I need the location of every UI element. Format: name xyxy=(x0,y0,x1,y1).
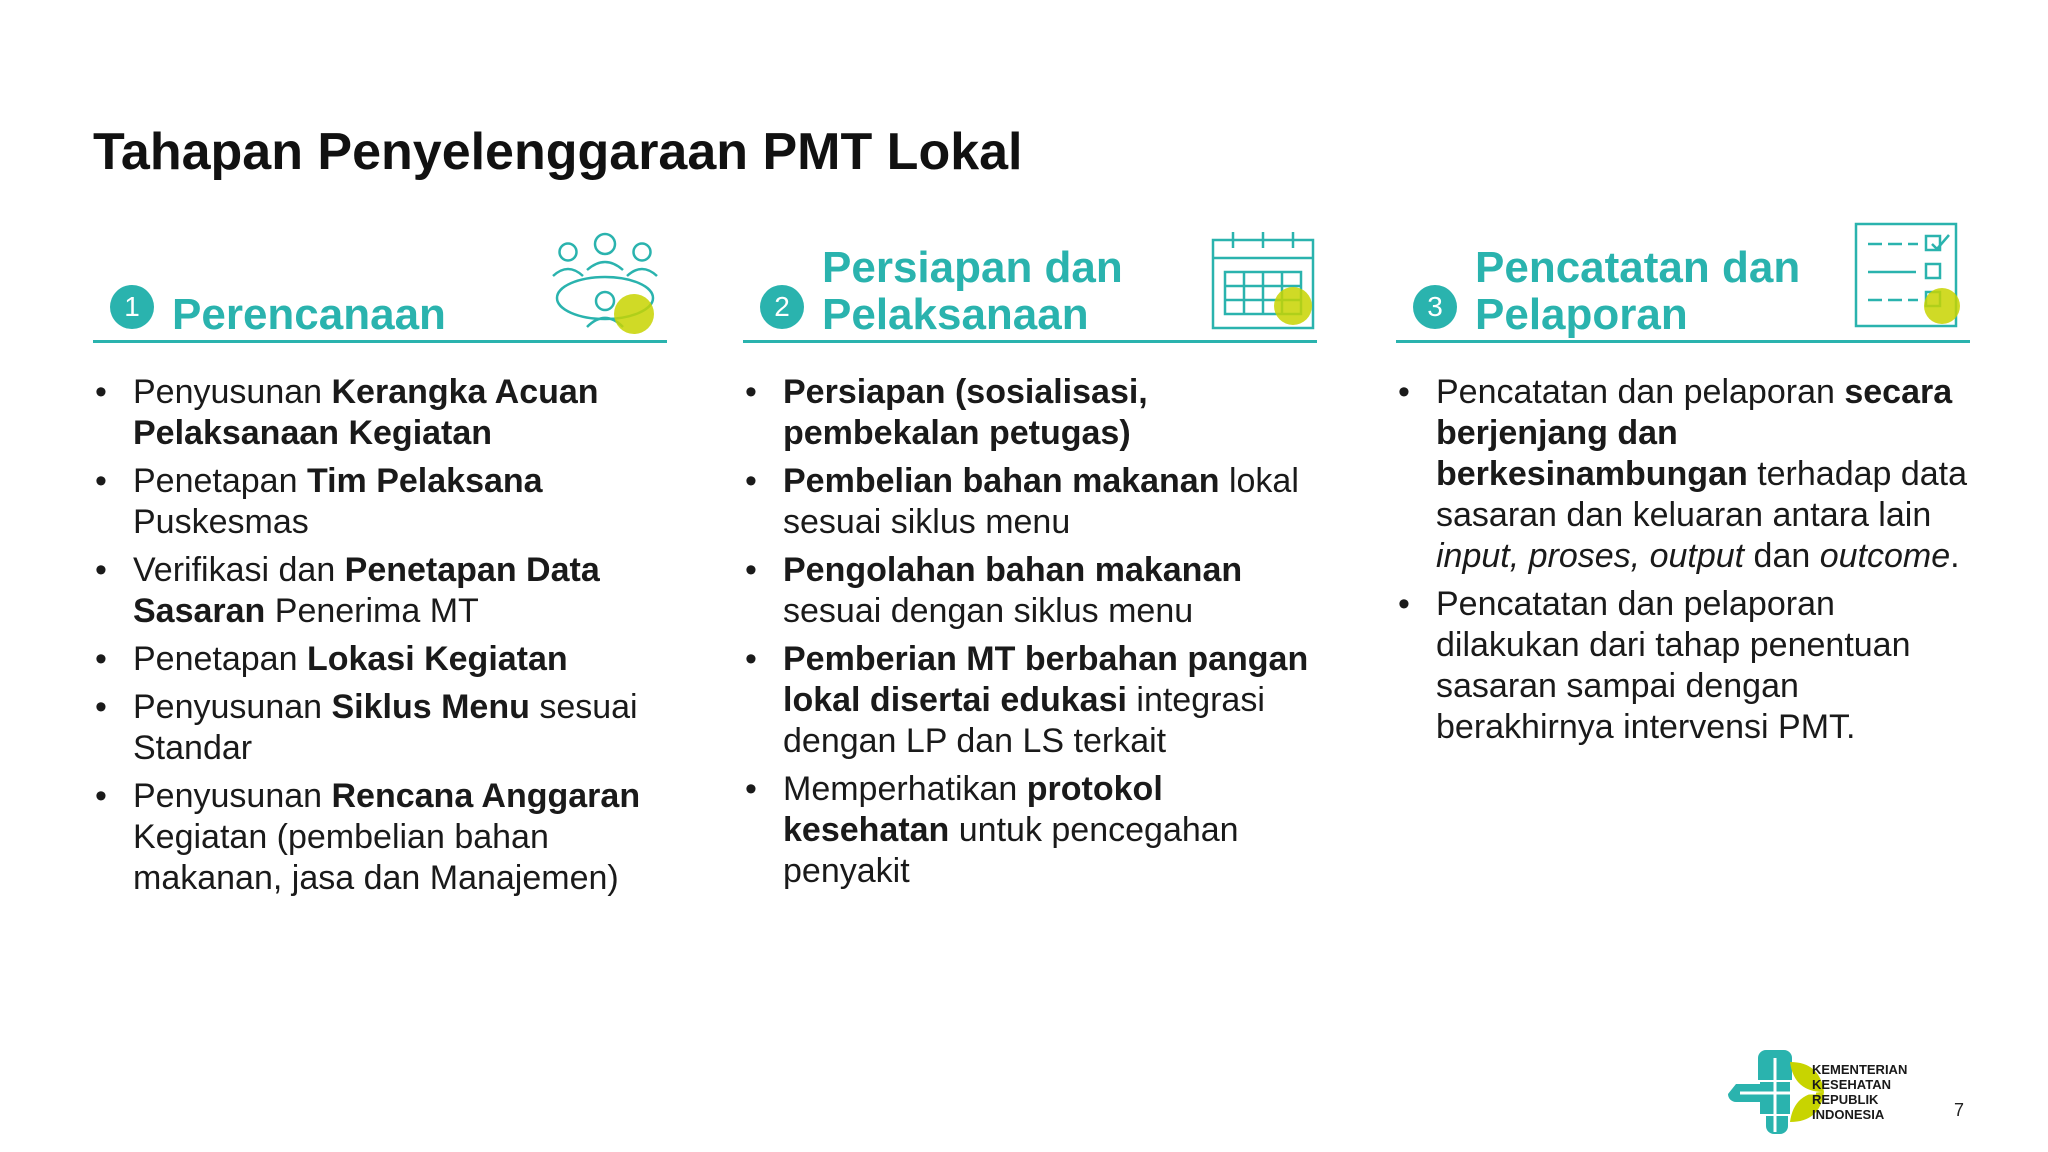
bullet-text: Penyusunan xyxy=(133,373,332,411)
ministry-name-line: KEMENTERIAN xyxy=(1812,1062,1908,1077)
bullet-item xyxy=(743,769,1317,892)
bullet-text: sesuai dengan siklus menu xyxy=(783,592,1194,630)
meeting-people-icon xyxy=(549,230,661,335)
bullet-item xyxy=(93,550,667,632)
bullet-text: terhadap data sasaran dan keluaran antara lain xyxy=(1436,455,1968,534)
bullet-text: sesuai Standar xyxy=(133,688,638,767)
column-title-line: Pelaporan xyxy=(1475,290,1688,339)
column-persiapan-pelaksanaan xyxy=(743,222,1317,899)
bullet-text: dan xyxy=(1744,537,1820,575)
bullet-item xyxy=(743,372,1317,454)
checklist-icon xyxy=(1852,222,1968,334)
column-title-line: Perencanaan xyxy=(172,290,446,339)
bullet-text: integrasi dengan LP dan LS terkait xyxy=(783,681,1265,760)
bullet-bold-text: Kerangka Acuan Pelaksanaan Kegiatan xyxy=(133,373,599,452)
bullet-text: Memperhatikan xyxy=(783,770,1027,808)
bullet-text: Penyusunan xyxy=(133,688,332,726)
column-pencatatan-pelaporan xyxy=(1396,222,1970,755)
bullet-text: Penyusunan xyxy=(133,777,332,815)
bullet-item xyxy=(743,461,1317,543)
column-title-line: Persiapan dan xyxy=(822,243,1123,292)
bullet-text: Pencatatan dan pelaporan xyxy=(1436,373,1845,411)
bullet-item xyxy=(93,639,667,680)
bullet-item xyxy=(743,639,1317,762)
column-title xyxy=(172,291,446,338)
bullet-bold-text: Lokasi Kegiatan xyxy=(306,640,568,678)
step-number-badge: 3 xyxy=(1413,285,1457,329)
bullet-bold-text: Tim Pelaksana xyxy=(306,462,543,500)
bullet-item xyxy=(93,461,667,543)
bullet-bold-text: Pengolahan bahan makanan xyxy=(783,551,1243,589)
column-header xyxy=(1396,222,1970,343)
bullet-text: Penerima MT xyxy=(265,592,479,630)
slide-title: Tahapan Penyelenggaraan PMT Lokal xyxy=(93,123,1023,181)
bullet-text: Puskesmas xyxy=(133,503,309,541)
column-title-line: Pelaksanaan xyxy=(822,290,1089,339)
column-title xyxy=(822,244,1123,338)
bullet-bold-text: Pemberian MT berbahan pangan lokal disertai edukasi xyxy=(783,640,1309,719)
bullet-item xyxy=(1396,584,1970,748)
bullet-item xyxy=(93,776,667,899)
bullet-bold-text: secara berjenjang dan berkesinambungan xyxy=(1436,373,1953,493)
ministry-name-line: INDONESIA xyxy=(1812,1107,1885,1122)
bullet-italic-text: outcome xyxy=(1819,537,1951,575)
bullet-item xyxy=(1396,372,1970,577)
bullet-list xyxy=(1396,372,1970,748)
bullet-bold-text: Rencana Anggaran xyxy=(331,777,641,815)
bullet-list xyxy=(93,372,667,899)
bullet-item xyxy=(743,550,1317,632)
bullet-text: Kegiatan (pembelian bahan makanan, jasa dan Manajemen) xyxy=(133,818,619,897)
ministry-name-line: KESEHATAN xyxy=(1812,1077,1891,1092)
bullet-list xyxy=(743,372,1317,892)
step-number-badge: 2 xyxy=(760,285,804,329)
calendar-icon xyxy=(1209,232,1319,332)
column-header xyxy=(93,222,667,343)
bullet-bold-text: Pembelian bahan makanan xyxy=(783,462,1220,500)
ministry-name xyxy=(1812,1062,1907,1122)
bullet-text: . xyxy=(1950,537,1960,575)
bullet-bold-text: protokol kesehatan xyxy=(783,770,1163,849)
bullet-bold-text: Penetapan Data Sasaran xyxy=(133,551,600,630)
bullet-text: lokal sesuai siklus menu xyxy=(783,462,1299,541)
ministry-name-line: REPUBLIK xyxy=(1812,1092,1879,1107)
bullet-item xyxy=(93,372,667,454)
bullet-text: Pencatatan dan pelaporan dilakukan dari tahap penentuan sasaran sampai dengan berakhirnya intervensi PMT. xyxy=(1436,585,1911,746)
column-header xyxy=(743,222,1317,343)
page-number: 7 xyxy=(1954,1100,1965,1120)
step-number-badge: 1 xyxy=(110,285,154,329)
column-title xyxy=(1475,244,1800,338)
bullet-bold-text: Siklus Menu xyxy=(331,688,530,726)
bullet-text: untuk pencegahan penyakit xyxy=(783,811,1239,890)
column-title-line: Pencatatan dan xyxy=(1475,243,1801,292)
bullet-text: Penetapan xyxy=(133,640,307,678)
bullet-item xyxy=(93,687,667,769)
bullet-text: Penetapan xyxy=(133,462,307,500)
bullet-text: Verifikasi dan xyxy=(133,551,345,589)
bullet-bold-text: Persiapan (sosialisasi, pembekalan petugas) xyxy=(783,373,1148,452)
bullet-italic-text: input, proses, output xyxy=(1436,537,1745,575)
column-perencanaan xyxy=(93,222,667,906)
